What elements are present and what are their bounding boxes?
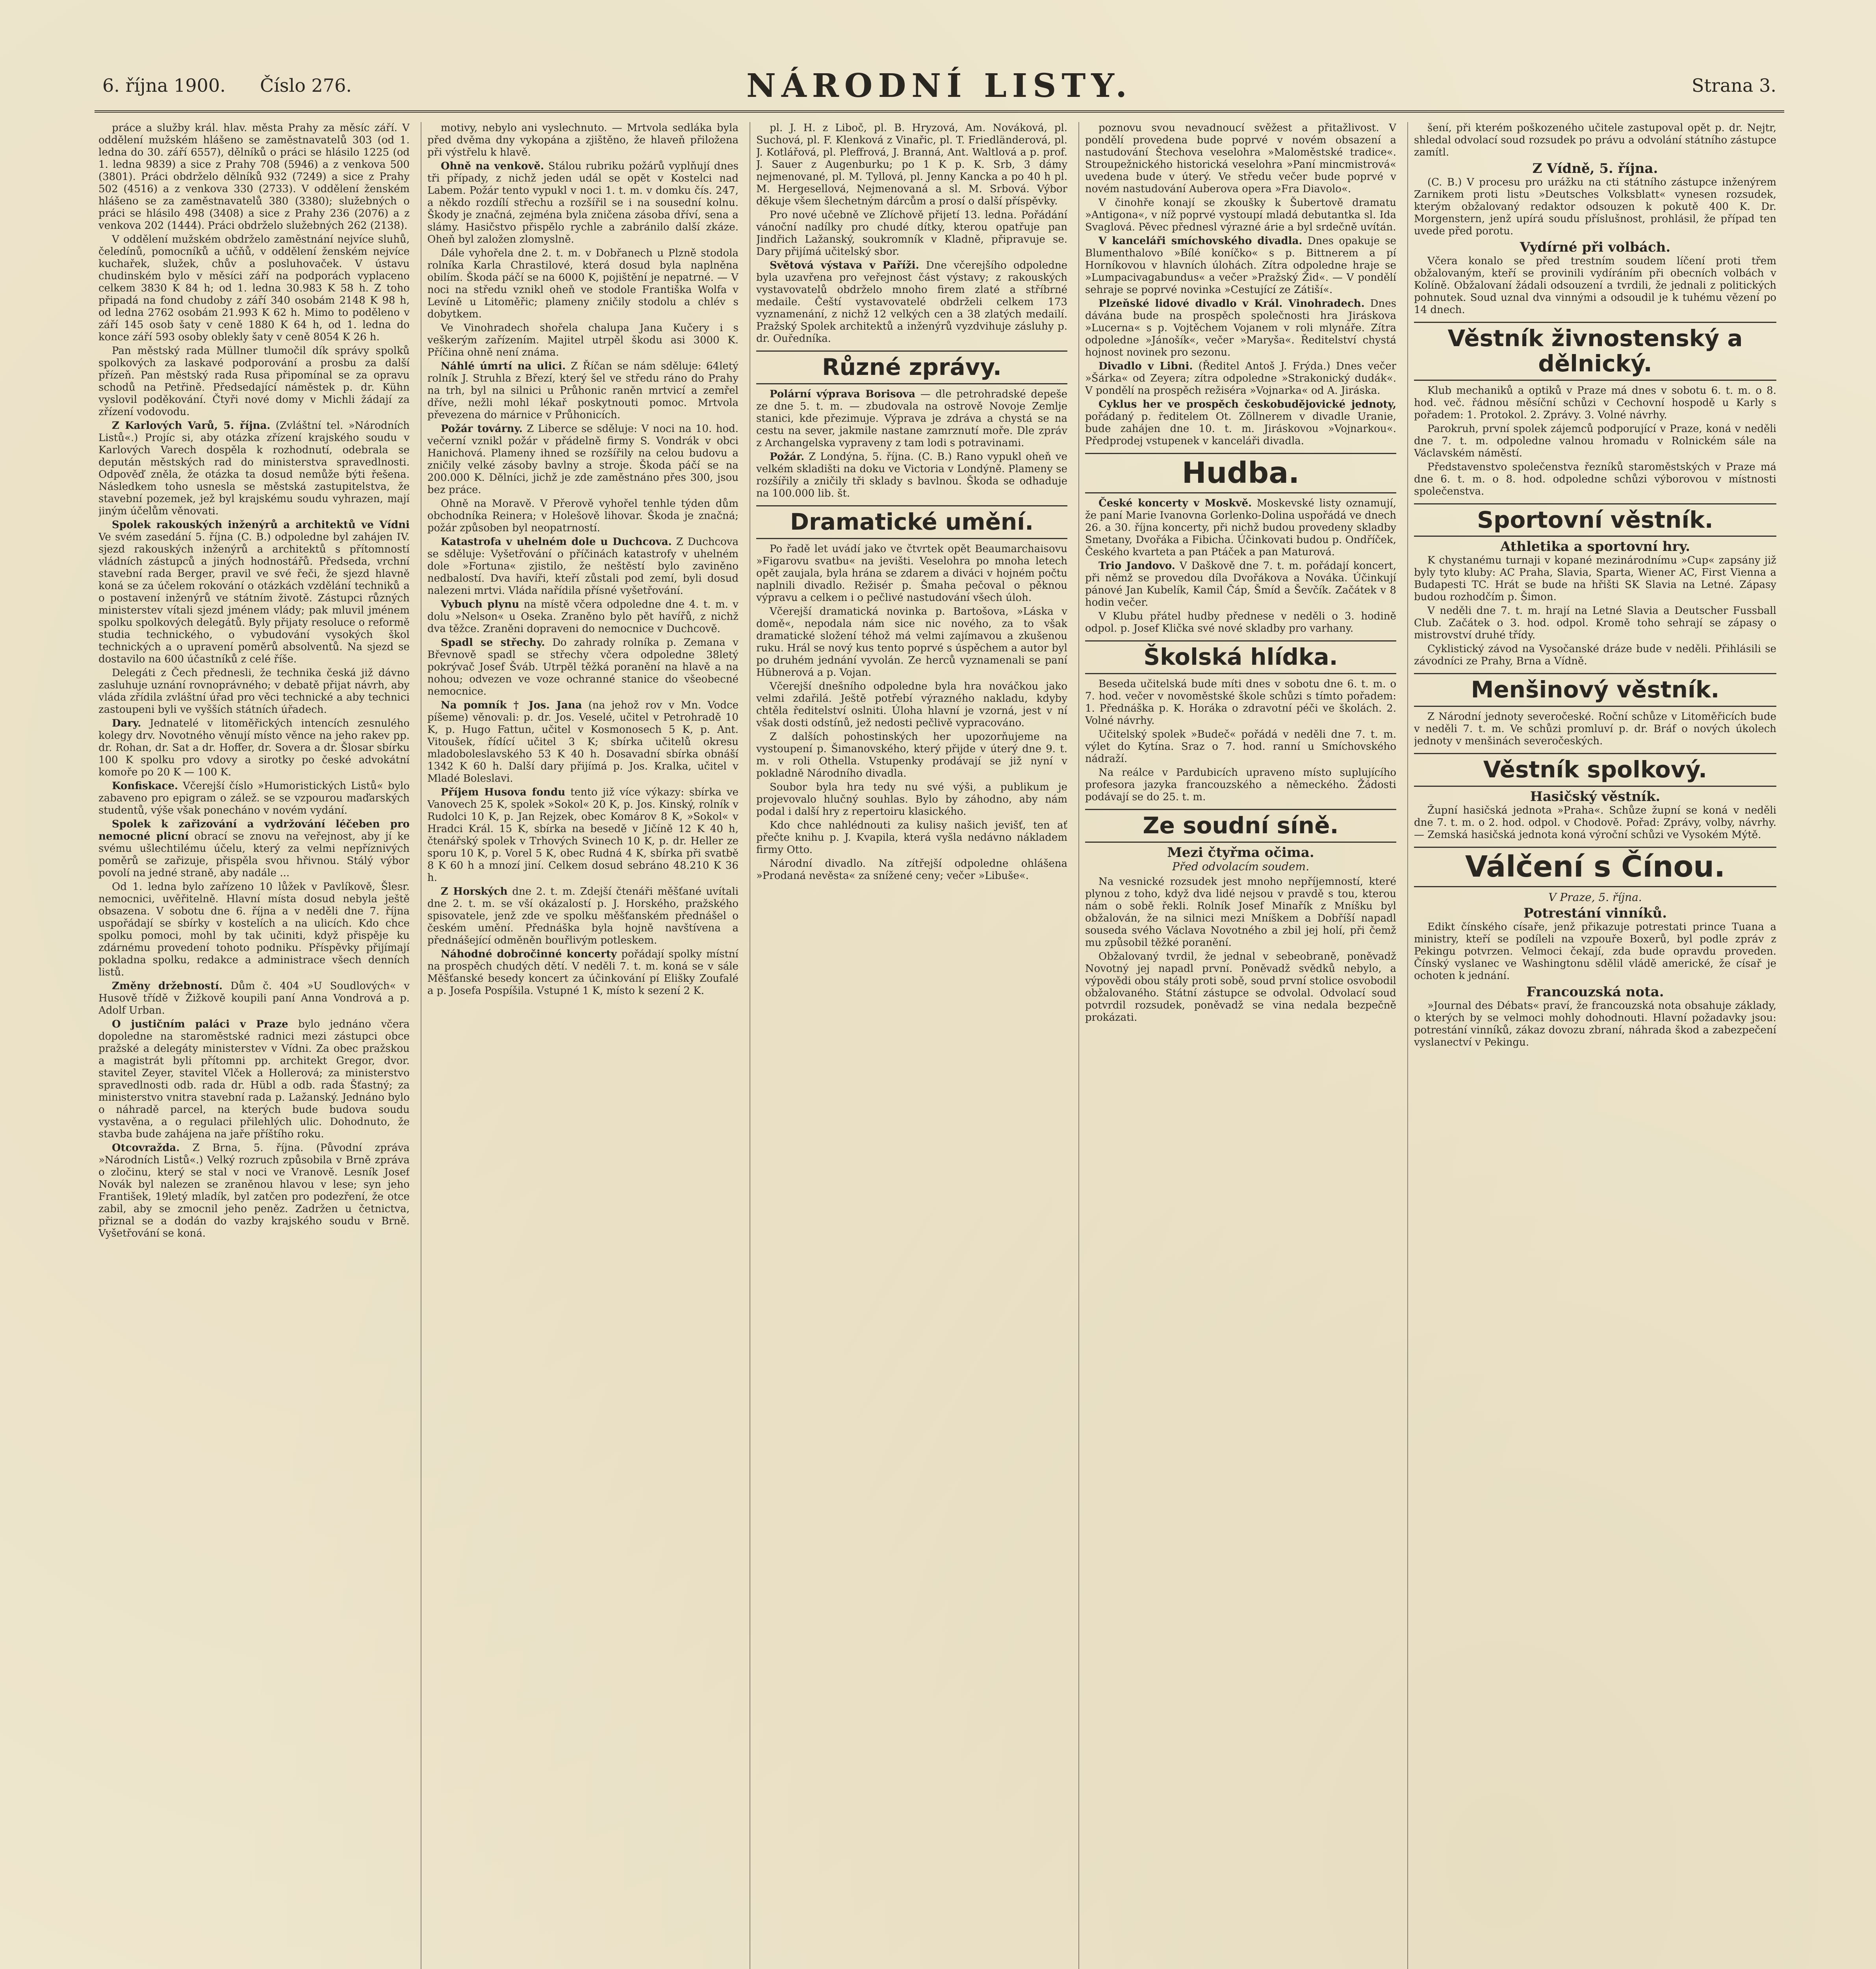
article-heading: Spadl se střechy. (441, 637, 545, 649)
article-paragraph: Beseda učitelská bude míti dnes v sobotu dne 6. t. m. o 7. hod. večer v novoměstské škole schůzi s tímto pořadem: 1. Přednáška p. K. Horáka o zdravotní péči ve školách. 2. Volné návrhy. (1085, 678, 1396, 727)
article-heading: Cyklus her ve prospěch českobudějovické jednoty, (1099, 399, 1396, 410)
column-4 (1085, 122, 1396, 1969)
article-title: Hasičský věstník. (1530, 788, 1661, 805)
article-heading: V kanceláři smíchovského divadla. (1099, 235, 1303, 247)
article-paragraph: Stálou rubriku požárů vyplňují dnes tři případy, z nichž jeden udál se opět v Kostelci nad Labem. Požár tento vypukl v noci 1. t. m. v domku čís. 247, a někdo rozdílí střechu a rozšířil se i na sousední kolnu. Škody je značná, zejména byla zničena zásoba dříví, sena a slámy. Hasičstvo přispělo rychle a zabránilo další zkáze. Oheň byl založen zlomyslně. (427, 160, 739, 245)
article-paragraph: Župní hasičská jednota »Praha«. Schůze župní se koná v neděli dne 7. t. m. o 2. hod. odpol. v Chodově. Pořad: Zprávy, volby, návrhy. — Zemská hasičská jednota koná výroční schůzi ve Vysokém Mýtě. (1414, 804, 1776, 841)
article-paragraph: (Ředitel Antoš J. Frýda.) Dnes večer »Šárka« od Zeyera; zítra odpoledne »Strakonický dudák«. V pondělí na prospěch režiséra »Vojnarka« od A. Jiráska. (1085, 360, 1396, 397)
article-paragraph: Z Říčan se nám sděluje: 64letý rolník J. Struhla z Březí, který šel ve středu ráno do Prahy na trh, byl na silnici u Průhonic raněn mrtvicí a zemřel dříve, nežli mohl lékař poskytnouti pomoc. Mrtvola převezena do márnice v Průhonicích. (427, 360, 739, 421)
article-heading: Katastrofa v uhelném dole u Duchcova. (441, 536, 672, 548)
column-2 (427, 122, 739, 1969)
section-heading-ruzne-zpravy: Různé zprávy. (756, 350, 1067, 384)
newspaper-title: NÁRODNÍ LISTY. (746, 67, 1132, 105)
article-paragraph: Z Národní jednoty severočeské. Roční schůze v Litoměřicích bude v neděli 7. t. m. Ve schůzi promluví p. dr. Bráf o nových úkolech jednoty v menšinách severočeských. (1414, 711, 1776, 747)
article-paragraph: Z dalších pohostinských her upozorňujeme na vystoupení p. Šimanovského, který přijde v úterý dne 9. t. m. v roli Othella. Vstupenky prodávají se již nyní v pokladně Národního divadla. (756, 730, 1067, 779)
article-paragraph: Parokruh, první spolek zájemců podporující v Praze, koná v neděli dne 7. t. m. odpoledne valnou hromadu v Rolnickém sále na Václavském náměstí. (1414, 423, 1776, 459)
section-heading-skolska-hlidka: Školská hlídka. (1085, 640, 1396, 674)
article-paragraph: Obžalovaný tvrdil, že jednal v sebeobraně, poněvadž Novotný jej napadl první. Poněvadž svědků nebylo, a výpovědi obou stály proti sobě, soud první stolice osvobodil obžalovaného. Státní zástupce se odvolal. Odvolací soud potvrdil rozsudek, poněvadž se vina nedala bezpečně prokázati. (1085, 950, 1396, 1023)
article-paragraph: šení, při kterém poškozeného učitele zastupoval opět p. dr. Nejtr, shledal odvolací soud rozsudek po právu a odvolání státního zástupce zamítl. (1414, 122, 1776, 158)
section-heading-mensinovy-vestnik: Menšinový věstník. (1414, 673, 1776, 707)
issue-number: Číslo 276. (260, 75, 352, 96)
article-paragraph: V činohře konají se zkoušky k Šubertově dramatu »Antigona«, v níž poprvé vystoupí mladá debutantka sl. Ida Svaglová. Pěvec přednesl výrazné árie a byl srdečně uvítán. (1085, 197, 1396, 233)
article-heading: O justičním paláci v Praze (112, 1018, 288, 1030)
article-title: Athletika a sportovní hry. (1500, 539, 1690, 555)
article-paragraph: Edikt čínského císaře, jenž přikazuje potrestati prince Tuana a ministry, kteří se podíleli na vzpouře Boxerů, byl podle zpráv z Pekingu potvrzen. Velmoci čekají, zda bude opravdu proveden. Čínský vyslanec ve Washingtonu sdělil vládě americké, že císař je ochoten k jednání. (1414, 921, 1776, 982)
article-heading: Z Karlových Varů, 5. října. (112, 420, 271, 432)
article-heading: Světová výstava v Paříži. (770, 260, 919, 271)
article-paragraph: motivy, nebylo ani vyslechnuto. — Mrtvola sedláka byla před dvěma dny vykopána a zjištěno, že hlaveň přiložena při výstřelu k hlavě. (427, 122, 739, 158)
article-paragraph: poznovu svou nevadnoucí svěžest a přitažlivost. V pondělí provedena bude poprvé v novém obsazení a nastudování Štechova veselohra »Maloměstské tradice«. Stroupežnického historická veselohra »Paní mincmistrová« uvedena bude v úterý. Ve středu večer bude poprvé v novém nastudování Auberova opera »Fra Diavolo«. (1085, 122, 1396, 195)
article-title: Francouzská nota. (1526, 984, 1664, 1000)
article-paragraph: Národní divadlo. Na zítřejší odpoledne ohlášena »Prodaná nevěsta« za snížené ceny; večer »Libuše«. (756, 857, 1067, 882)
column-divider (1078, 122, 1079, 1969)
article-paragraph: práce a služby král. hlav. města Prahy za měsíc září. V oddělení mužském hlášeno se zaměstnavatelů 303 (od 1. ledna do 30. září 6557), dělníků o práci se hlásilo 1225 (od 1. ledna 9839) a sice z Prahy 708 (5946) a z venkova 500 (3801). Práci obdrželo dělníků 932 (7249) a sice z Prahy 502 (4516) a z venkova 330 (2733). V oddělení ženském hlášeno se za zaměstnavatelů 380 (3380); služebných o práci se hlásilo 498 (3408) a sice z Prahy 236 (2076) a z venkova 202 (1444). Práci obdrželo služebných 262 (2138). (98, 122, 410, 232)
article-heading: Trio Jandovo. (1099, 560, 1175, 572)
article-heading: Náhlé úmrtí na ulici. (441, 360, 566, 372)
column-1 (98, 122, 410, 1969)
article-paragraph: pořádaný p. ředitelem Ot. Zöllnerem v divadle Uranie, bude zahájen dne 10. t. m. Jiráskovou »Vojnarkou«. Předprodej vstupenek v kanceláři divadla. (1085, 411, 1396, 447)
article-paragraph: na místě včera odpoledne dne 4. t. m. v dolu »Nelson« u Oseka. Zraněno bylo pět havířů, z nichž dva těžce. Zraněni dopraveni do nemocnice v Duchcově. (427, 599, 739, 635)
article-paragraph: V neděli dne 7. t. m. hrají na Letné Slavia a Deutscher Fussball Club. Začátek o 3. hod. odpol. Kromě toho sehrají se zápasy o mistrovství druhé třídy. (1414, 605, 1776, 642)
article-heading: Vybuch plynu (441, 599, 520, 610)
article-paragraph: Kdo chce nahlédnouti za kulisy našich jevišť, ten ať přečte knihu p. J. Kvapila, která vyšla nedávno nákladem firmy Otto. (756, 819, 1067, 856)
article-paragraph: Dne včerejšího odpoledne byla uzavřena pro veřejnost část výstavy; z rakouských vystavovatelů obdrželo mnoho firem zlaté a stříbrné medaile. Čeští vystavovatelé obdrželi celkem 173 vyznamenání, z nichž 12 velkých cen a 38 zlatých medailí. Pražský Spolek architektů a inženýrů vyzdvihuje zásluhy p. dr. Ouředníka. (756, 260, 1067, 345)
article-paragraph: (Zvláštní tel. »Národních Listů«.) Projíc si, aby otázka zřízení krajského soudu v Karlových Varech dospěla k rozhodnutí, odebrala se depután městských rad do ministerstva spravedlnosti. Odpověď zněla, že otázka ta dosud nemůže býti řešena. Následkem toho usnesla se městská zastupitelstva, že stavební pozemek, jež byl krajskému soudu vyhrazen, mají jiným účelům věnovati. (98, 420, 410, 517)
article-title: Z Vídně, 5. října. (1532, 161, 1658, 176)
section-heading-valceni-s-cinou: Válčení s Čínou. (1414, 847, 1776, 887)
section-heading-vestnik-zivnostensky: Věstník živnostenský a dělnický. (1414, 322, 1776, 381)
article-paragraph: Po řadě let uvádí jako ve čtvrtek opět Beaumarchaisovu »Figarovu svatbu« na jevišti. Veselohra po mnoha letech opět zaujala, byla hrána se zdarem a diváci v hojném počtu naplnili divadlo. Režisér p. Šmaha pečoval o pěknou výpravu a celkem i o pečlivé nastudování všech úloh. (756, 543, 1067, 604)
article-paragraph: Do zahrady rolníka p. Zemana v Břevnově spadl se střechy včera odpoledne 38letý pokrývač Josef Šváb. Utrpěl těžká poranění na hlavě a na nohou; odvezen ve voze ochranné stanice do všeobecné nemocnice. (427, 637, 739, 697)
article-paragraph: bylo jednáno včera dopoledne na staroměstské radnici mezi zástupci obce pražské a delegáty ministerstev v Vídni. Za obec pražskou a magistrát byli přítomni pp. architekt Gregor, dvor. stavitel Zeyer, stavitel Vlček a Hollerová; za ministerstvo spravedlnosti odb. rada dr. Hübl a odb. rada Šťastný; za ministerstvo vnitra stavební rada p. Lažanský. Jednáno bylo o náhradě parcel, na kterých bude budova soudu vystavěna, a o regulaci přilehlých ulic. Dohodnuto, že stavba bude zahájena na jaře příštího roku. (98, 1018, 410, 1140)
article-paragraph: obrací se znovu na veřejnost, aby jí ke svému ušlechtilému účelu, který za velmi nepříznivých poměrů se zařizuje, přispěla svou hřivnou. Stálý výbor povolí na jedné straně, aby nadále ... (98, 831, 410, 879)
article-paragraph: Dnes dávána bude na prospěch společnosti hra Jiráskova »Lucerna« s p. Vojtěchem Vojanem v roli mlynáře. Zítra odpoledne »Jánošík«, večer »Maryša«. Ředitelství chystá hojnost novinek pro sezonu. (1085, 298, 1396, 358)
article-paragraph: Pan městský rada Müllner tlumočil dík správy spolků spolkových za laskavé podporování a prosbu za další přízeň. Pan městský rada Rusa připomínal se za opravu schodů na Petřině. Předsedající náměstek p. dr. Kühn vyslovil poděkování. Čtyři nové domy v Michli žádají za zřízení vodovodu. (98, 345, 410, 418)
section-heading-hudba: Hudba. (1085, 453, 1396, 493)
section-heading-vestnik-spolkovy: Věstník spolkový. (1414, 753, 1776, 787)
article-paragraph: Cyklistický závod na Vysočanské dráze bude v neděli. Přihlásili se závodníci ze Prahy, Brna a Vídně. (1414, 643, 1776, 667)
article-heading: Otcovražda. (112, 1142, 180, 1154)
article-paragraph: Klub mechaniků a optiků v Praze má dnes v sobotu 6. t. m. o 8. hod. več. řádnou měsíční schůzi v Cechovní hospodě u Karly s pořadem: 1. Protokol. 2. Zprávy. 3. Volné návrhy. (1414, 384, 1776, 421)
article-heading: Divadlo v Libni. (1099, 360, 1193, 372)
article-paragraph: Z Brna, 5. října. (Původní zpráva »Národních Listů«.) Velký rozruch způsobila v Brně zpráva o zločinu, který se stal v noci ve Vranově. Lesník Josef Novák byl nalezen se zraněnou hlavou v lese; syn jeho František, 19letý mladík, byl zatčen pro podezření, že otce zabil, aby se zmocnil jeho peněz. Zadržen u četnictva, přiznal se a dodán do vazby krajského soudu v Brně. Vyšetřování se koná. (98, 1142, 410, 1239)
article-paragraph: Od 1. ledna bylo zařízeno 10 lůžek v Pavlíkově, Šlesr. nemocnici, uvěřitelně. Hlavní místa dosud nebyla ještě obsazena. V sobotu dne 6. října a v neděli dne 7. října uspořádají se sbírky v kostelích a na ulicích. Kdo chce spolku pomoci, mohl by tak učiniti, když přispěje ku zdárnému provedení tohoto podniku. Příspěvky přijímají pokladna spolku, redakce a administrace všech denních listů. (98, 881, 410, 978)
article-title: Vydírné při volbách. (1520, 239, 1671, 255)
article-heading: Náhodné dobročinné koncerty (441, 948, 617, 960)
article-paragraph: Ve svém zasedání 5. října (C. B.) odpoledne byl zahájen IV. sjezd rakouských inženýrů a architektů s přítomností vládních zástupců a jiných hodnostářů. Předseda, vrchní stavební rada Berger, pravil ve své řeči, že sjezd hlavně koná se za účelem rokování o otázkách vzdělání techniků a o postavení inženýrů ve státním životě. Zástupci různých ministerstev vítali sjezd jménem vlády; pak mluvil jménem spolku spolkových delegátů. Byly přijaty resoluce o reformě studia technického, o vybudování vysokých škol technických a o upravení poměrů absolventů. Na sjezd se dostavilo na 600 účastníků z celé říše. (98, 531, 410, 665)
article-heading: Příjem Husova fondu (441, 786, 566, 798)
article-paragraph: tento již více výkazy: sbírka ve Vanovech 25 K, spolek »Sokol« 20 K, p. Jos. Kinský, rolník v Rudolci 10 K, p. Jan Rejzek, obec Komárov 8 K, »Sokol« v Hradci Král. 15 K, sbírka na besedě v Jičíně 12 K 40 h, čtenářský spolek v Trhových Svinech 10 K, p. dr. Heller ze sporu 10 K, p. Vorel 5 K, obec Rudná 4 K, sbírka při svatbě 8 K 60 h a mnozí jiní. Celkem dosud sebráno 48.210 K 36 h. (427, 786, 739, 884)
article-paragraph: Ohně na Moravě. V Přerově vyhořel tenhle týden dům obchodníka Reinera; v Holešově lihovar. Škoda je značná; požár způsoben byl neopatrností. (427, 498, 739, 534)
article-dateline: V Praze, 5. října. (1548, 891, 1642, 904)
article-paragraph: Včerejší dnešního odpoledne byla hra nováčkou jako velmi zdařilá. Ještě potřebí výrazného nakladu, kdyby chtěla ředitelství oslniti. Úloha hlavní je vzorná, jest v ní však dosti odstínů, jež nedosti pečlivě vypracováno. (756, 680, 1067, 729)
section-heading-sportovni-vestnik: Sportovní věstník. (1414, 503, 1776, 537)
article-paragraph: Včerejší číslo »Humoristických Listů« bylo zabaveno pro epigram o zálež. se se vzpourou maďarských studentů, výše však ponecháno v novém vydání. (98, 780, 410, 816)
article-heading: Z Horských (441, 886, 508, 897)
article-heading: Změny držebností. (112, 980, 223, 992)
article-paragraph: — dle petrohradské depeše ze dne 5. t. m. — zbudovala na ostrově Novoje Zemlje stanici, kde přezimuje. Výprava je zdráva a chystá se na cestu na sever, jakmile nastane zamrznutí moře. Dle zpráv z Archangelska vypraveny z tam lodi s potravinami. (756, 388, 1067, 449)
article-heading: Na pomník † Jos. Jana (441, 699, 582, 711)
column-3 (756, 122, 1067, 1969)
article-heading: České koncerty v Moskvě. (1099, 497, 1252, 510)
article-heading: Spolek k zařizování a vydržování léčeben pro nemocné plicní (98, 818, 410, 842)
article-paragraph: dne 2. t. m. Zdejší čtenáři měšťané uvítali dne 2. t. m. se vší okázalostí p. J. Horského, pražského spisovatele, jenž zde ve spolku měšťanském přednášel o českém umění. Přednáška byla hojně navštívena a přednášející odměněn bouřlivým potleskem. (427, 886, 739, 946)
article-paragraph: Dále vyhořela dne 2. t. m. v Dobřanech u Plzně stodola rolníka Karla Chrastilové, která dosud byla naplněna obilím. Škoda páčí se na 6000 K, pojištění je nepatrné. — V noci na středu vznikl oheň ve stodole Františka Wolfa v Levíně u Litoměřic; plameny zničily stodolu a chlév s dobytkem. (427, 247, 739, 320)
article-paragraph: Včera konalo se před trestním soudem líčení proti třem obžalovaným, kteří se provinili vydíráním při obecních volbách v Kolíně. Obžalovaní žádali odsouzení a tvrdili, že jednali z politických pohnutek. Soud uznal dva vinnými a odsoudil je k tuhému vězení po 14 dnech. (1414, 255, 1776, 316)
article-paragraph: V Klubu přátel hudby přednese v neděli o 3. hodině odpol. p. Josef Klička své nové skladby pro varhany. (1085, 610, 1396, 635)
article-paragraph: Dům č. 404 »U Soudlových« v Husově třídě v Žižkově koupili paní Anna Vondrová a p. Adolf Urban. (98, 980, 410, 1016)
article-paragraph: Delegáti z Čech přednesli, že technika česká již dávno zasluhuje uznání rovnoprávného; v debatě přijat návrh, aby vláda zřídila zvláštní úřad pro věci technické a aby technici zastoupeni byli ve vyšších státních úřadech. (98, 667, 410, 716)
article-title: Potrestání vinníků. (1523, 905, 1667, 921)
page-number: Strana 3. (1692, 75, 1776, 96)
section-heading-ze-soudni-sine: Ze soudní síně. (1085, 809, 1396, 843)
article-paragraph: Představenstvo společenstva řezníků staroměstských v Praze má dne 6. t. m. o 8. hod. odpoledne schůzi výborovou v místnosti společenstva. (1414, 461, 1776, 497)
column-divider (1407, 122, 1408, 1969)
article-paragraph: Moskevské listy oznamují, že paní Marie Ivanovna Gorlenko-Dolina uspořádá ve dnech 26. a 30. října koncerty, při nichž budou provedeny skladby Smetany, Dvořáka a Fibicha. Účinkovati budou p. Ondříček, Českého kvarteta a pan Ptáček a pan Maturová. (1085, 497, 1396, 558)
section-heading-dramaticke-umeni: Dramatické umění. (756, 505, 1067, 539)
article-paragraph: »Journal des Débats« praví, že francouzská nota obsahuje základy, o kterých by se velmoci mohly dohodnouti. Hlavní požadavky jsou: potrestání vinníků, zákaz dovozu zbraní, náhrada škod a zabezpečení vyslanectví v Pekingu. (1414, 1000, 1776, 1049)
article-paragraph: Jednatelé v litoměřických intencích zesnulého kolegy drv. Novotného věnují místo věnce na jeho rakev pp. dr. Rohan, dr. Sat a dr. Hoffer, dr. Sovera a dr. Šlosar sbírku 100 K spolku pro vdovy a sirotky po české advokátní komoře po 20 K — 100 K. (98, 718, 410, 778)
article-paragraph: Dnes opakuje se Blumenthalovo »Bílé koníčko« s p. Bittnerem a pí Horníkovou v hlavních úlohách. Zítra odpoledne hraje se »Lumpacivagabundus« a večer »Pražský Žid«. — V pondělí sehraje se poprvé novinka »Cestující ze Zátiší«. (1085, 235, 1396, 296)
article-heading: Požár továrny. (441, 423, 523, 435)
column-5 (1414, 122, 1776, 1969)
article-paragraph: Učitelský spolek »Budeč« pořádá v neděli dne 7. t. m. výlet do Kytína. Sraz o 7. hod. ranní u Smíchovského nádraží. (1085, 729, 1396, 765)
article-paragraph: Z Duchcova se sděluje: Vyšetřování o příčinách katastrofy v uhelném dole »Fortuna« zjistilo, že neštěstí bylo zaviněno nedbalostí. Dva havíři, kteří zůstali pod zemí, byli dosud nalezeni mrtvi. Vláda nařídila přísné vyšetřování. (427, 536, 739, 597)
article-heading: Požár. (770, 451, 805, 463)
article-title: Mezi čtyřma očima. (1167, 844, 1314, 860)
article-paragraph: Na vesnické rozsudek jest mnoho nepříjemností, které plynou z toho, když dva lidé nejsou v pravdě s tou, kterou nám o sobě řekli. Rolník Josef Minařík z Mníšku byl obžalován, že na silnici mezi Mníškem a Dobříší napadl souseda svého Václava Novotného a zbil jej holí, při čemž mu způsobil těžké poranění. (1085, 875, 1396, 949)
page-header (95, 67, 1784, 113)
article-heading: Ohně na venkově. (441, 160, 544, 172)
article-heading: Polární výprava Borisova (770, 388, 915, 400)
article-paragraph: Ve Vinohradech shořela chalupa Jana Kučery i s veškerým zařízením. Majitel utrpěl škodu asi 3000 K. Příčina ohně není známa. (427, 322, 739, 358)
article-paragraph: Včerejší dramatická novinka p. Bartošova, »Láska v domě«, nepodala nám sice nic nového, za to však dramatické složení téhož má velmi zajímavou a zkušenou ruku. Hrál se nový kus tento poprvé s úspěchem a autor byl po druhém jednání vyvolán. Ze herců vyznamenali se paní Hübnerová a p. Vojan. (756, 605, 1067, 679)
article-heading: Plzeňské lidové divadlo v Král. Vinohradech. (1099, 298, 1365, 310)
article-paragraph: (C. B.) V procesu pro urážku na cti státního zástupce inženýrem Zarnikem proti listu »Deutsches Volksblatt« vynesen rozsudek, kterým obžalovaný redaktor odsouzen k pokutě 400 K. Dr. Morgenstern, jenž upírá soudu příslušnost, prohlásil, že případ ten uvede před porotu. (1414, 176, 1776, 237)
issue-date: 6. října 1900. (102, 75, 226, 96)
article-heading: Spolek rakouských inženýrů a architektů ve Vídni (112, 519, 410, 531)
article-paragraph: Z Londýna, 5. října. (C. B.) Rano vypukl oheň ve velkém skladišti na doku ve Victoria v Londýně. Plameny se rozšířily a zničily tři sklady s bavlnou. Škoda se odhaduje na 100.000 lib. št. (756, 451, 1067, 499)
article-paragraph: pl. J. H. z Liboč, pl. B. Hryzová, Am. Nováková, pl. Suchová, pl. F. Klenková z Vinařic, pl. T. Friedländerová, pl. J. Kotlářová, pl. Pleffrová, J. Branná, Ant. Waltlová a p. prof. J. Sauer z Augenburku; po 1 K p. K. Srb, 3 dámy nejmenované, pl. M. Tyllová, pl. Jenny Kancka a po 40 h pl. M. Hergesellová, Nejmenovaná a sl. M. Srbová. Výbor děkuje všem šlechetným dárcům a prosí o další příspěvky. (756, 122, 1067, 207)
article-paragraph: Pro nové učebně ve Zlíchově přijetí 13. ledna. Pořádání vánoční nadílky pro chudé dítky, kterou opatřuje pan Jindřich Lažanský, soukromník v Kladně, připravuje se. Dary přijímá učitelský sbor. (756, 209, 1067, 258)
article-heading: Konfiskace. (112, 780, 178, 792)
article-paragraph: (na jehož rov v Mn. Vodce píšeme) věnovali: p. dr. Jos. Veselé, učitel v Petrohradě 10 K, p. Hugo Fattun, učitel v Kosmonosech 5 K, p. Ant. Vitoušek, řídící učitel 3 K; sbírka učitelů okresu mladoboleslavského 53 K 40 h. Dosavadní sbírka obnáší 1342 K 60 h. Další dary přijímá p. Jos. Kralka, učitel v Mladé Boleslavi. (427, 699, 739, 784)
article-paragraph: Na reálce v Pardubicích upraveno místo suplujícího profesora jazyka francouzského a německého. Žádosti podávají se do 25. t. m. (1085, 767, 1396, 803)
article-paragraph: Z Liberce se sděluje: V noci na 10. hod. večerní vznikl požár v přádelně firmy S. Vondrák v obci Hanichová. Plameny ihned se rozšířily na celou budovu a zničily velké zásoby bavlny a stroje. Škoda páčí se na 200.000 K. Dělníci, jichž je zde zaměstnáno přes 300, jsou bez práce. (427, 423, 739, 496)
article-paragraph: V oddělení mužském obdrželo zaměstnání nejvíce sluhů, čeledínů, pomocníků a učňů, v oddělení ženském nejvíce kuchařek, služek, chův a posluhovaček. V ústavu chudinském bylo v měsíci září na podporách vyplaceno celkem 3830 K 84 h; od 1. ledna 30.983 K 58 h. Z toho připadá na fond chudoby z září 340 osobám 2148 K 98 h, od ledna 2762 osobám 21.993 K 62 h. Mimo to poděleno v září 145 osob šaty v ceně 1880 K 64 h, od 1. ledna do konce září 593 osoby oblekly šaty v ceně 8054 K 26 h. (98, 234, 410, 343)
article-paragraph: V Daškově dne 7. t. m. pořádají koncert, při němž se provedou díla Dvořákova a Nováka. Účinkují pánové Jan Kubelík, Kamil Čáp, Šmíd a Ševčík. Začátek v 8 hodin večer. (1085, 560, 1396, 609)
article-paragraph: pořádají spolky místní na prospěch chudých dětí. V neděli 7. t. m. koná se v sále Měšťanské besedy koncert za účinkování pí Elišky Zoufalé a p. Josefa Pospíšila. Vstupné 1 K, místo k sezení 2 K. (427, 948, 739, 997)
article-heading: Dary. (112, 718, 141, 729)
article-paragraph: Soubor byla hra tedy nu své výši, a publikum je projevovalo hlučný souhlas. Bylo by záhodno, aby nám podal i další hry z repertoiru klasického. (756, 781, 1067, 818)
article-subtitle: Před odvolacím soudem. (1172, 860, 1310, 873)
article-paragraph: K chystanému turnaji v kopané mezinárodnímu »Cup« zapsány již byly tyto kluby: AC Praha, Slavia, Sparta, Wiener AC, First Vienna a Budapesti TC. Hrát se bude na hřišti SK Slavia na Letné. Zápasy budou rozhodčím p. Šimon. (1414, 554, 1776, 603)
